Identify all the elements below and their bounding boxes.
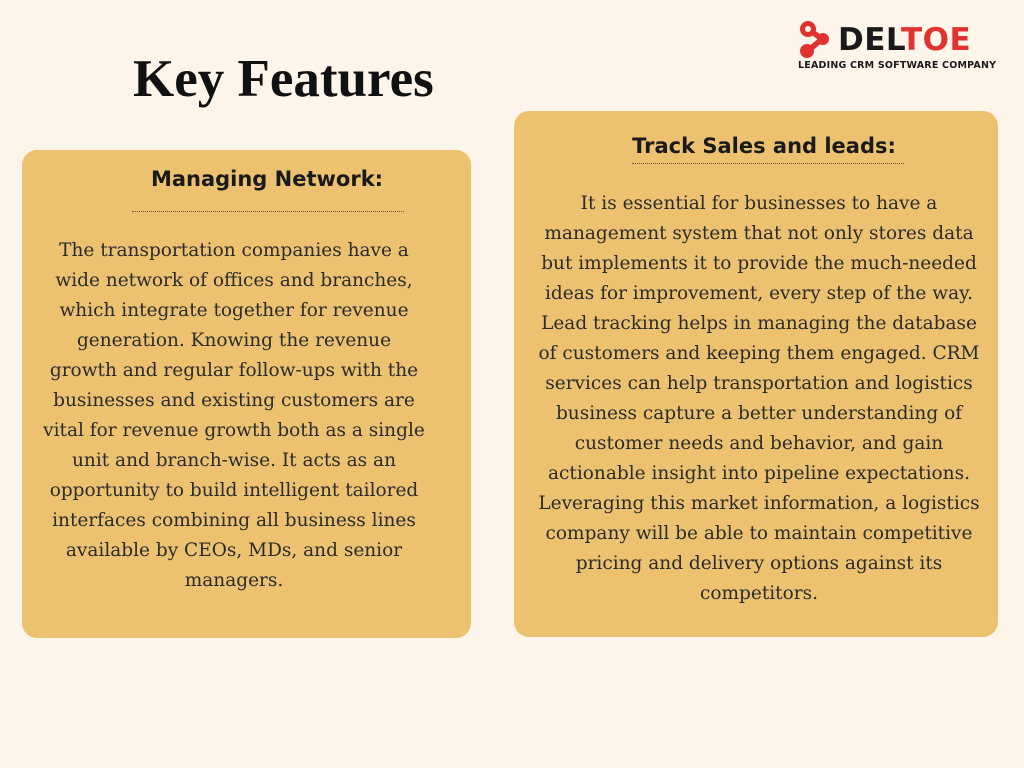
managing-network-divider [132, 211, 404, 212]
managing-network-body: The transportation companies have a wide network of offices and branches, which integrate together for revenue generation. Knowing the revenue growth and regular follow-ups with the businesses and existing customers are vital for revenue growth both as a single unit and branch-wise. It acts as an opportunity to build intelligent tailored interfaces combining all business lines available by CEOs, MDs, and senior managers. [43, 240, 425, 591]
track-sales-heading: Track Sales and leads: [632, 134, 896, 158]
page-title: Key Features [133, 50, 434, 108]
track-sales-card [514, 111, 998, 637]
track-sales-divider [632, 163, 904, 164]
logo-tagline: LEADING CRM SOFTWARE COMPANY [798, 60, 997, 71]
managing-network-card [22, 150, 471, 638]
deltoe-logo [796, 18, 1008, 74]
managing-network-heading: Managing Network: [150, 167, 384, 191]
logo-wordmark [838, 20, 971, 60]
track-sales-body: It is essential for businesses to have a management system that not only stores data but implements it to provide the much-needed ideas for improvement, every step of the way. Lead tracking helps in managing the database of customers and keeping them engaged. CRM services can help transportation and logistics business capture a better understanding of customer needs and behavior, and gain actionable insight into pipeline expectations. Leveraging this market information, a logistics company will be able to maintain competitive pricing and delivery options against its competitors. [538, 193, 980, 604]
molecule-icon [796, 18, 836, 60]
logo-word-dark: DEL [838, 22, 902, 58]
logo-word-accent: TOE [901, 22, 972, 58]
